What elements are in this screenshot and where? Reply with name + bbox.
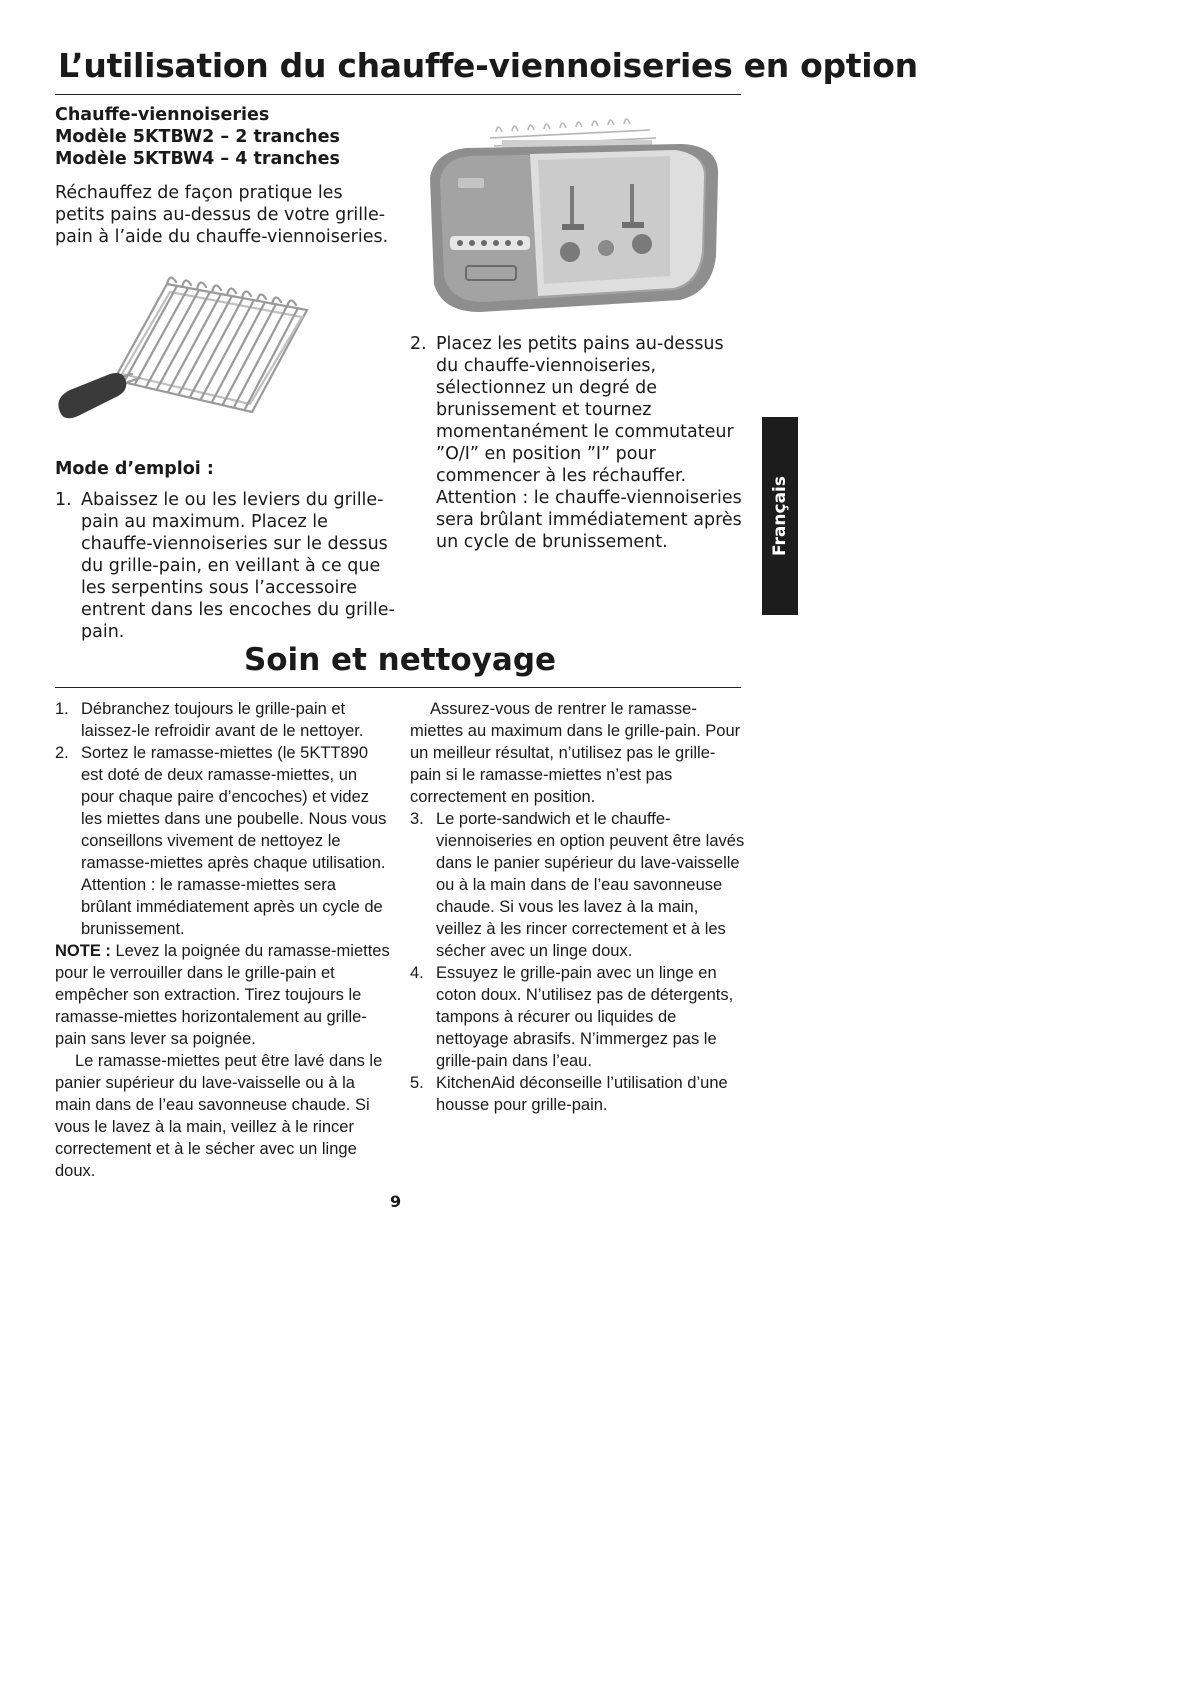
crumb-tray-paragraph: Assurez-vous de rentrer le ramasse-miettes au maximum dans le grille-pain. Pour un meilleur résultat, n’utilisez pas le grille-pain si le ramasse-miettes n’est pas correctement en position. <box>410 700 741 806</box>
list-item <box>410 1072 745 1116</box>
step-text: KitchenAid déconseille l’utilisation d’une housse pour grille-pain. <box>436 1074 728 1114</box>
instruction-step-1 <box>55 489 395 643</box>
step-text: Essuyez le grille-pain avec un linge en coton doux. N’utilisez pas de détergents, tampons à récurer ou liquides de nettoyage abrasifs. N’immergez pas le grille-pain dans l’eau. <box>436 964 734 1070</box>
care-left-column <box>55 698 390 1182</box>
language-tab <box>762 417 798 615</box>
list-item <box>55 489 395 643</box>
step-number: 2. <box>410 334 427 354</box>
step-number: 1. <box>55 700 69 718</box>
title-rule <box>55 94 741 95</box>
instruction-step-2 <box>410 333 750 553</box>
step-number: 4. <box>410 964 424 982</box>
page-number: 9 <box>390 1192 402 1211</box>
language-tab-label: Français <box>770 476 790 556</box>
list-item <box>410 808 745 962</box>
note-text: Levez la poignée du ramasse-miettes pour le verrouiller dans le grille-pain et empêcher son extraction. Tirez toujours le ramasse-miettes horizontalement au grille-pain sans lever sa poignée. <box>55 942 390 1048</box>
list-item <box>55 698 390 742</box>
step-text: Placez les petits pains au-dessus du chauffe-viennoiseries, sélectionnez un degré de brunissement et tournez momentanément le commutateur ”O/I” en position ”I” pour commencer à les réchauffer. Attention : le chauffe-viennoiseries sera brûlant immédiatement après un cycle de brunissement. <box>436 334 742 552</box>
step-text: Abaissez le ou les leviers du grille-pain au maximum. Placez le chauffe-viennoiseries sur le dessus du grille-pain, en veillant à ce que les serpentins sous l’accessoire entrent dans les encoches du grille-pain. <box>81 490 395 642</box>
care-steps-right <box>410 808 745 1116</box>
note-paragraph <box>55 940 390 1050</box>
product-heading: Chauffe-viennoiseries <box>55 105 270 125</box>
step-text: Débranchez toujours le grille-pain et laissez-le refroidir avant de le nettoyer. <box>81 700 364 740</box>
list-item <box>410 333 750 553</box>
step-text: Sortez le ramasse-miettes (le 5KTT890 est doté de deux ramasse-miettes, un pour chaque paire d’encoches) et videz les miettes dans une poubelle. Nous vous conseillons vivement de nettoyez le ramasse-miettes après chaque utilisation. Attention : le ramasse-miettes sera brûlant immédiatement après un cycle de brunissement. <box>81 744 387 938</box>
product-intro: Réchauffez de façon pratique les petits pains au-dessus de votre grille-pain à l’aide du chauffe-viennoiseries. <box>55 183 389 247</box>
page-title: L’utilisation du chauffe-viennoiseries en option <box>58 46 918 85</box>
step-number: 5. <box>410 1074 424 1092</box>
care-section-title: Soin et nettoyage <box>243 642 557 678</box>
model-4-slices: Modèle 5KTBW4 – 4 tranches <box>55 149 340 169</box>
wash-paragraph: Le ramasse-miettes peut être lavé dans le panier supérieur du lave-vaisselle ou à la main dans de l’eau savonneuse chaude. Si vous le lavez à la main, veillez à le rincer correctement et à le sécher avec un linge doux. <box>55 1052 383 1180</box>
list-item <box>55 742 390 940</box>
bun-warmer-illustration <box>52 262 342 452</box>
step-number: 2. <box>55 744 69 762</box>
product-models <box>55 104 340 170</box>
instructions-heading: Mode d’emploi : <box>55 459 214 479</box>
list-item <box>410 962 745 1072</box>
step-text: Le porte-sandwich et le chauffe-viennoiseries en option peuvent être lavés dans le panier supérieur du lave-vaisselle ou à la main dans de l’eau savonneuse chaude. Si vous les lavez à la main, veillez à les rincer correctement et à les sécher avec un linge doux. <box>436 810 745 960</box>
care-steps-left <box>55 698 390 940</box>
step-number: 1. <box>55 490 72 510</box>
step-number: 3. <box>410 810 424 828</box>
care-right-column <box>410 698 745 1116</box>
care-title-rule <box>55 687 741 688</box>
note-label: NOTE : <box>55 942 111 960</box>
model-2-slices: Modèle 5KTBW2 – 2 tranches <box>55 127 340 147</box>
toaster-illustration <box>420 116 730 332</box>
